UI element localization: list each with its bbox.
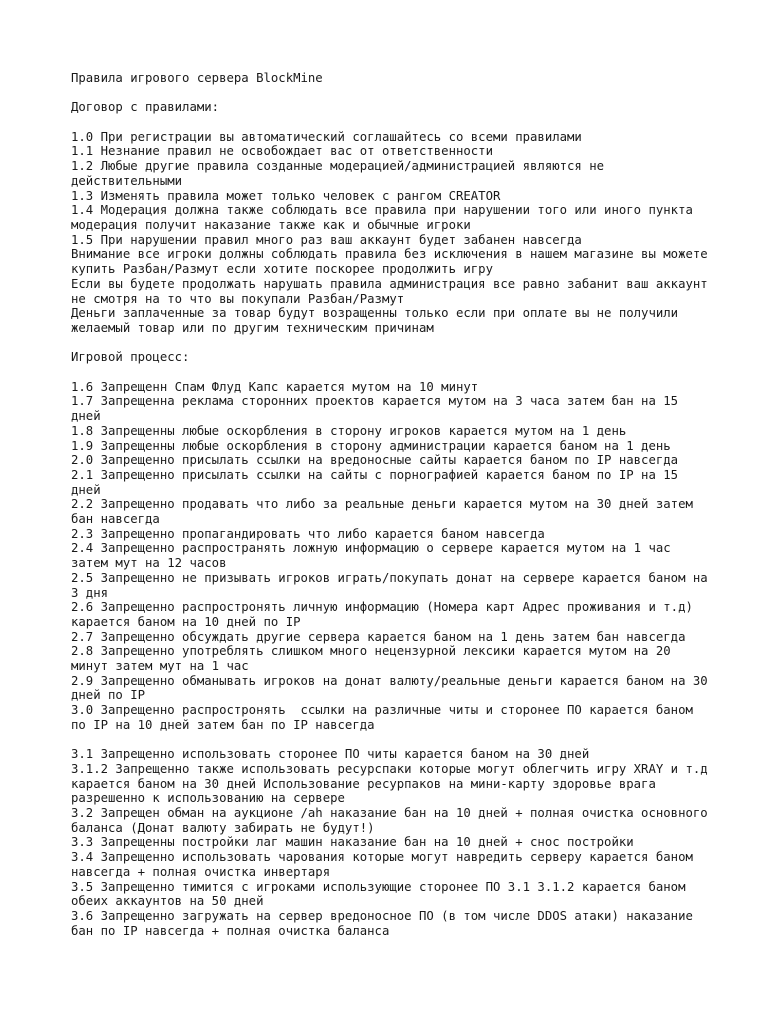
rule-item: 2.0 Запрещенно присылать ссылки на вредоносные сайты карается баном по IP навсегда	[71, 453, 679, 468]
rule-item: 3.3 Запрещенны постройки лаг машин наказание бан на 10 дней + снос постройки	[71, 835, 634, 850]
rule-item: 2.3 Запрещенно пропагандировать что либо карается баном навсегда	[71, 526, 545, 541]
rule-item: 1.8 Запрещенны любые оскорбления в сторону игроков карается мутом на 1 день	[71, 423, 627, 438]
rule-item: 2.7 Запрещенно обсуждать другие сервера карается баном на 1 день затем бан навсегда	[71, 629, 686, 644]
rule-item: 1.3 Изменять правила может только человек с рангом CREATOR	[71, 188, 501, 203]
rule-item: 1.2 Любые другие правила созданные модерацией/администрацией являются не действительными	[71, 159, 612, 188]
rule-item: 2.9 Запрещенно обманывать игроков на донат валюту/реальные деньги карается баном на 30 дней по IP	[71, 673, 716, 703]
rule-item: 3.2 Запрещен обман на аукционе /ah наказание бан на 10 дней + полная очистка основного баланса (Донат валюту забирать не будут!)	[71, 806, 716, 835]
notice-item: Если вы будете продолжать нарушать правила администрация все равно забанит ваш аккаунт не смотря на то что вы покупали Разбан/Размут	[71, 276, 716, 306]
rule-item: 2.5 Запрещенно не призывать игроков играть/покупать донат на сервере карается баном на 3 дня	[71, 570, 716, 600]
agreement-list	[71, 129, 716, 336]
rule-item: 2.1 Запрещенно присылать ссылки на сайты с порнографией карается баном по IP на 15 дней	[71, 467, 686, 497]
rule-item: 1.4 Модерация должна также соблюдать все правила при нарушении того или иного пункта модерация получит наказание также как и обычные игроки	[71, 203, 701, 232]
spacer	[71, 365, 711, 380]
rule-item: 3.6 Запрещенно загружать на сервер вредоносное ПО (в том числе DDOS атаки) наказание бан по IP навсегда + полная очистка баланса	[71, 909, 701, 938]
rule-item: 2.2 Запрещенно продавать что либо за реальные деньги карается мутом на 30 дней затем бан навсегда	[71, 497, 701, 527]
rule-item: 1.1 Незнание правил не освобождает вас от ответственности	[71, 144, 493, 159]
notice-item: Внимание все игроки должны соблюдать правила без исключения в нашем магазине вы можете купить Разбан/Размут если хотите поскорее продолжить игру	[71, 247, 716, 277]
spacer	[71, 733, 711, 748]
extra-rules-list	[71, 747, 716, 938]
rule-item: 3.4 Запрещенно использовать чарования которые могут навредить серверу карается баном навсегда + полная очистка инвертаря	[71, 850, 701, 879]
spacer	[71, 336, 711, 351]
rule-item: 3.1 Запрещенно использовать сторонее ПО читы карается баном на 30 дней	[71, 747, 590, 762]
gameplay-heading: Игровой процесс:	[71, 350, 190, 365]
rules-document	[71, 71, 716, 938]
rule-item: 2.4 Запрещенно распространять ложную информацию о сервере карается мутом на 1 час затем мут на 12 часов	[71, 541, 679, 571]
rule-item: 3.5 Запрещенно тимится с игроками использующие сторонее ПО 3.1 3.1.2 карается баном обеих аккаунтов на 50 дней	[71, 879, 693, 909]
rule-item: 1.6 Запрещенн Спам Флуд Капс карается мутом на 10 минут	[71, 379, 479, 394]
rule-item: 1.7 Запрещенна реклама сторонних проектов карается мутом на 3 часа затем бан на 15 дней	[71, 394, 686, 424]
notice-item: Деньги заплаченные за товар будут возращенны только если при оплате вы не получили желаемый товар или по другим техническим причинам	[71, 306, 686, 335]
rule-item: 3.1.2 Запрещенно также использовать ресурспаки которые могут облегчить игру XRAY и т.д карается баном на 30 дней Использование ресурпаков на мини-карту здоровье врага разрешенно к использованию на сервере	[71, 761, 716, 806]
agreement-heading: Договор с правилами:	[71, 100, 220, 115]
document-title: Правила игрового сервера BlockMine	[71, 71, 323, 85]
gameplay-list	[71, 379, 716, 733]
rule-item: 1.5 При нарушении правил много раз ваш аккаунт будет забанен навсегда	[71, 232, 582, 247]
rule-item: 2.6 Запрещенно распростронять личную информацию (Номера карт Адрес проживания и т.д) карается баном на 10 дней по IP	[71, 600, 701, 629]
rule-item: 3.0 Запрещенно распростронять ссылки на различные читы и сторонее ПО карается баном по IP на 10 дней затем бан по IP навсегда	[71, 703, 701, 732]
rule-item: 1.0 При регистрации вы автоматический соглашайтесь со всеми правилами	[71, 129, 582, 144]
spacer	[71, 115, 711, 130]
rule-item: 1.9 Запрещенны любые оскорбления в сторону администрации карается баном на 1 день	[71, 438, 671, 453]
rule-item: 2.8 Запрещенно употреблять слишком много нецензурной лексики карается мутом на 20 минут затем мут на 1 час	[71, 644, 679, 674]
spacer	[71, 86, 711, 101]
